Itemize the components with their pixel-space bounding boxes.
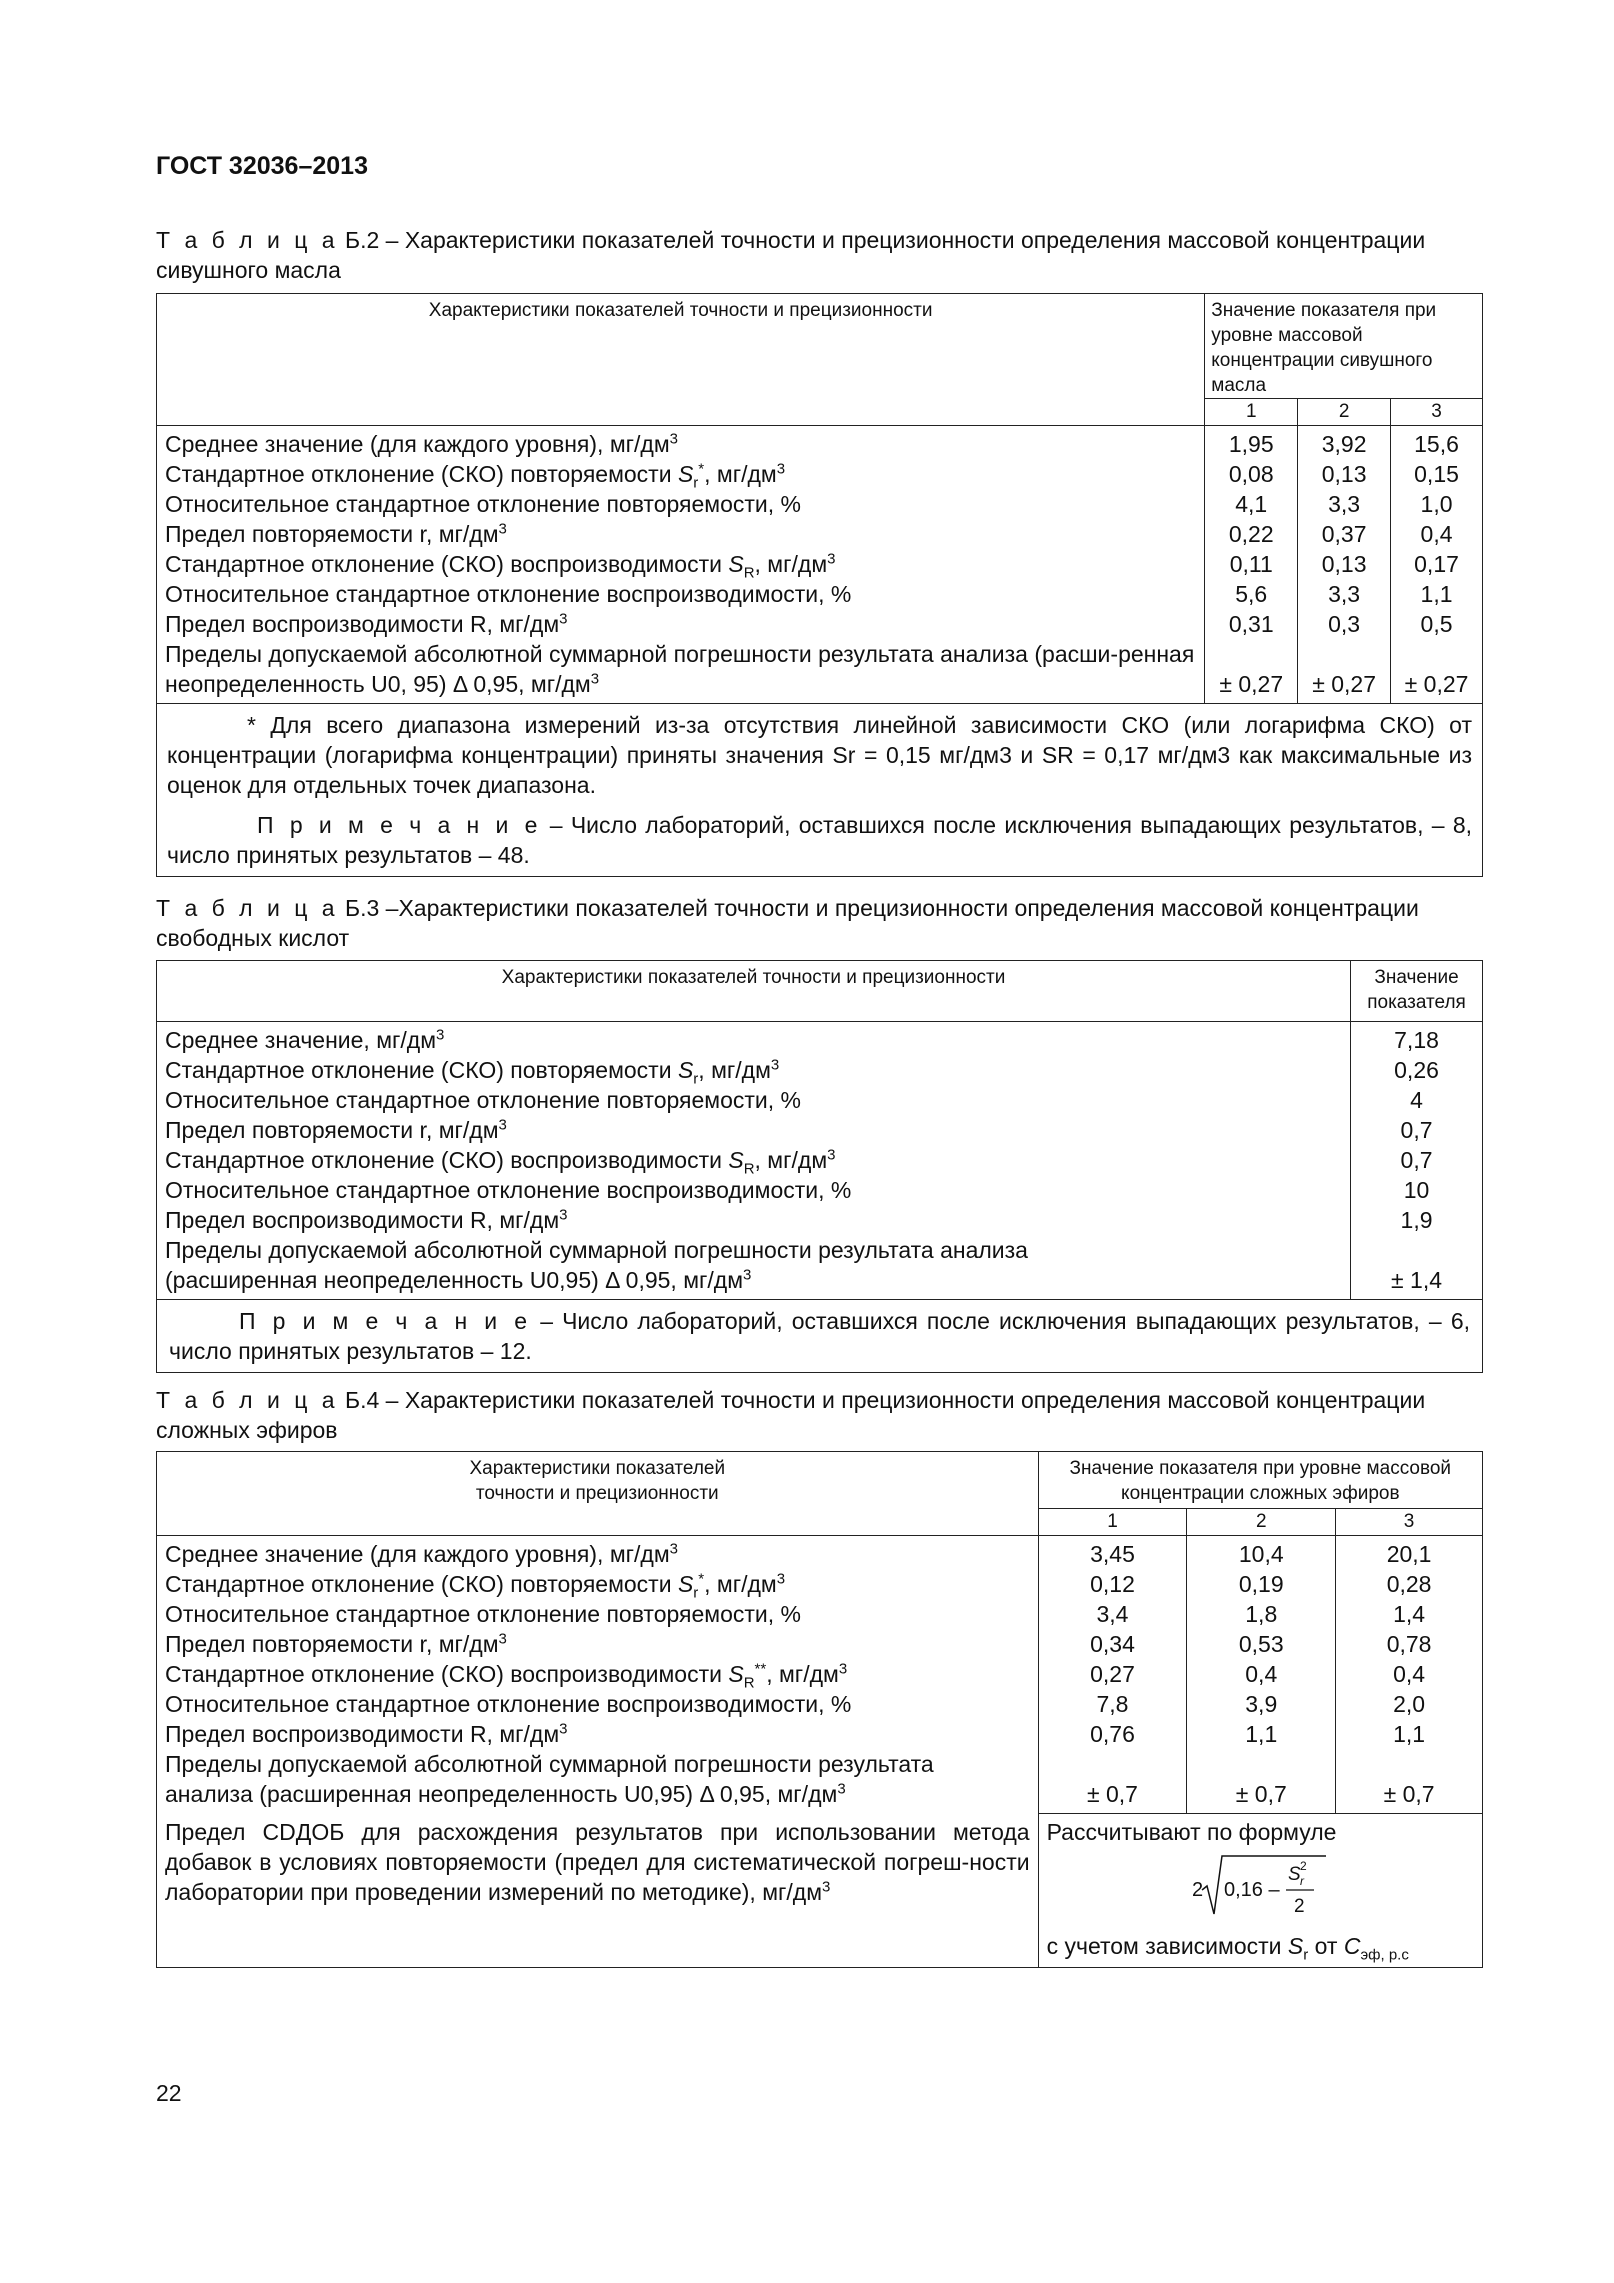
table-row-label: Относительное стандартное отклонение повторяемости, % <box>165 491 801 517</box>
table-cell: ± 1,4 <box>1391 1267 1443 1293</box>
table-b3-caption-text: Б.3 –Характеристики показателей точности и прецизионности определения массовой концентрации свободных кислот <box>156 895 1419 951</box>
svg-text:2: 2 <box>1294 1896 1305 1917</box>
table-cell: 0,34 <box>1090 1631 1135 1657</box>
table-cell: ± 0,27 <box>1219 671 1284 697</box>
table-cell: 0,28 <box>1386 1571 1432 1597</box>
table-b2-level-3: 3 <box>1391 399 1483 426</box>
table-row-label: Среднее значение (для каждого уровня), $мг/дм^3$ <box>165 1540 678 1567</box>
table-cell: 2,0 <box>1393 1691 1426 1717</box>
table-row-label: Стандартное отклонение (СКО) повторяемости $S_r^*$, $мг/дм^3$ <box>165 1570 786 1602</box>
table-cell: 1,1 <box>1393 1721 1426 1747</box>
table-row-label: Пределы допускаемой абсолютной суммарной погрешности результата анализа (расширенная неопределенность U0,95) Δ 0,95, $мг/дм^3$ <box>165 1237 1028 1293</box>
table-b2-footnote: * Для всего диапазона измерений из-за отсутствия линейной зависимости СКО (или логарифма СКО) от концентрации (логарифма концентрации) приняты значения Sr = 0,15 мг/дм3 и SR = 0,17 мг/дм3 как максимальные из оценок для отдельных точек диапазона. <box>167 712 1472 798</box>
table-cell: 0,7 <box>1400 1147 1433 1173</box>
table-cell: 1,1 <box>1245 1721 1278 1747</box>
table-cell: 1,4 <box>1393 1601 1426 1627</box>
table-b4-level-1-values <box>1038 1536 1187 1814</box>
table-b2-value-header: Значение показателя при уровне массовой концентрации сивушного масла <box>1205 294 1483 399</box>
table-cell: 1,0 <box>1420 491 1453 517</box>
table-row-label: Предел повторяемости r, $мг/дм^3$ <box>165 1630 507 1657</box>
table-cell: 3,3 <box>1328 581 1361 607</box>
table-b4-caption-text: Б.4 – Характеристики показателей точности и прецизионности определения массовой концентрации сложных эфиров <box>156 1387 1426 1443</box>
cd-formula-graphic <box>1190 1850 1330 1928</box>
table-cell: 4,1 <box>1235 491 1268 517</box>
page-number: 22 <box>156 2080 182 2106</box>
table-b4-caption <box>156 1385 1481 1445</box>
table-b2-level-2-values <box>1298 426 1391 704</box>
table-b2-row-labels <box>157 426 1205 704</box>
cd-formula-intro: Рассчитывают по формуле <box>1046 1819 1337 1845</box>
table-b4-level-2: 2 <box>1187 1509 1336 1536</box>
cd-formula-note: с учетом зависимости $S_r$ от $C_{эф, р.с}$ <box>1046 1933 1409 1964</box>
table-b4-row-labels <box>157 1536 1039 1814</box>
table-cell: 0,15 <box>1414 461 1459 487</box>
table-cell: 3,9 <box>1245 1691 1278 1717</box>
table-cell: 0,08 <box>1228 461 1274 487</box>
table-row-label: Пределы допускаемой абсолютной суммарной погрешности результата анализа (расши-ренная неопределенность U0, 95) Δ 0,95, $мг/дм^3$ <box>165 641 1195 697</box>
table-row-label: Относительное стандартное отклонение воспроизводимости, % <box>165 1177 852 1203</box>
table-row-label: Среднее значение (для каждого уровня), $мг/дм^3$ <box>165 430 678 457</box>
svg-text:2: 2 <box>1192 1879 1204 1901</box>
table-cell: 0,31 <box>1228 611 1274 637</box>
table-cell: 0,4 <box>1393 1661 1426 1687</box>
table-cell: 0,27 <box>1090 1661 1135 1687</box>
table-b4-level-2-values <box>1187 1536 1336 1814</box>
table-b2-note: П р и м е ч а н и е – Число лабораторий, оставшихся после исключения выпадающих результатов, – 8, число принятых результатов – 48. <box>167 812 1473 868</box>
table-b2-caption-label: Т а б л и ц а <box>156 227 339 253</box>
table-cell: 3,45 <box>1090 1541 1135 1567</box>
svg-text:r: r <box>1300 1874 1305 1888</box>
table-b4-caption-label: Т а б л и ц а <box>156 1387 339 1413</box>
table-cell: 20,1 <box>1386 1541 1432 1567</box>
table-cell: 0,19 <box>1238 1571 1284 1597</box>
table-cell: 0,37 <box>1321 521 1367 547</box>
table-row-label: Предел воспроизводимости R, $мг/дм^3$ <box>165 610 568 637</box>
table-cell: 0,53 <box>1238 1631 1284 1657</box>
table-cell: 0,4 <box>1420 521 1453 547</box>
table-b4-level-1: 1 <box>1038 1509 1187 1536</box>
table-row-label: Стандартное отклонение (СКО) воспроизводимости $S_R$, $мг/дм^3$ <box>165 1146 836 1178</box>
table-cell: 0,4 <box>1245 1661 1278 1687</box>
table-b2-notes <box>157 704 1483 877</box>
table-cell: 1,8 <box>1245 1601 1278 1627</box>
table-cell: 0,13 <box>1321 461 1367 487</box>
table-b4-col-header: Характеристики показателей точности и прецизионности <box>157 1452 1039 1536</box>
table-b4-cd-formula-cell <box>1038 1814 1482 1968</box>
cd-formula <box>1047 1847 1474 1931</box>
table-cell: 0,3 <box>1328 611 1361 637</box>
table-row-label: Относительное стандартное отклонение повторяемости, % <box>165 1601 801 1627</box>
table-b4-level-3: 3 <box>1336 1509 1483 1536</box>
table-b2-caption <box>156 225 1481 285</box>
table-b2-level-1: 1 <box>1205 399 1298 426</box>
table-cell: 1,1 <box>1420 581 1453 607</box>
table-cell: 0,17 <box>1414 551 1459 577</box>
table-row-label: Пределы допускаемой абсолютной суммарной погрешности результата анализа (расширенная неопределенность U0,95) Δ 0,95, $мг/дм^3$ <box>165 1751 934 1807</box>
table-b2-level-2: 2 <box>1298 399 1391 426</box>
table-cell: 3,92 <box>1321 431 1367 457</box>
table-cell: ± 0,7 <box>1383 1781 1435 1807</box>
table-b3-caption <box>156 893 1481 953</box>
table-b4 <box>156 1451 1483 1968</box>
table-cell: ± 0,7 <box>1235 1781 1287 1807</box>
table-cell: 1,95 <box>1228 431 1274 457</box>
table-row-label: Предел воспроизводимости R, $мг/дм^3$ <box>165 1720 568 1747</box>
standard-header: ГОСТ 32036–2013 <box>156 152 368 180</box>
table-row-label: Предел воспроизводимости R, $мг/дм^3$ <box>165 1206 568 1233</box>
table-cell: 5,6 <box>1235 581 1268 607</box>
table-cell: 0,11 <box>1229 551 1273 577</box>
table-cell: ± 0,27 <box>1404 671 1469 697</box>
table-b2-level-1-values <box>1205 426 1298 704</box>
table-b4-level-3-values <box>1336 1536 1483 1814</box>
table-row-label: Стандартное отклонение (СКО) повторяемости $S_r$, $мг/дм^3$ <box>165 1056 780 1088</box>
table-cell: 0,12 <box>1090 1571 1135 1597</box>
table-cell: 4 <box>1410 1087 1423 1113</box>
table-b4-value-header: Значение показателя при уровне массовой концентрации сложных эфиров <box>1038 1452 1482 1509</box>
table-cell: 3,3 <box>1328 491 1361 517</box>
table-b3-col-header: Характеристики показателей точности и прецизионности <box>157 961 1351 1022</box>
table-b3-note: П р и м е ч а н и е – Число лабораторий, оставшихся после исключения выпадающих результатов, – 6, число принятых результатов – 12. <box>157 1300 1483 1373</box>
table-b2-col-header: Характеристики показателей точности и прецизионности <box>157 294 1205 426</box>
table-cell: ± 0,27 <box>1312 671 1376 697</box>
table-b3 <box>156 960 1483 1373</box>
table-row-label: Стандартное отклонение (СКО) воспроизводимости $S_R$, $мг/дм^3$ <box>165 550 836 582</box>
table-cell: 0,5 <box>1420 611 1453 637</box>
table-row-label: Предел повторяемости r, $мг/дм^3$ <box>165 520 507 547</box>
table-cell: 0,26 <box>1394 1057 1439 1083</box>
table-b3-values <box>1351 1022 1483 1300</box>
table-row-label: Стандартное отклонение (СКО) повторяемости $S_r^*$, $мг/дм^3$ <box>165 460 786 492</box>
table-cell: 7,18 <box>1394 1027 1439 1053</box>
table-row-label: Предел повторяемости r, $мг/дм^3$ <box>165 1116 507 1143</box>
table-cell: 10 <box>1403 1177 1430 1203</box>
table-b2-caption-text: Б.2 – Характеристики показателей точности и прецизионности определения массовой концентрации сивушного масла <box>156 227 1426 283</box>
table-row-label: Относительное стандартное отклонение повторяемости, % <box>165 1087 801 1113</box>
table-row-label: Среднее значение, $мг/дм^3$ <box>165 1026 445 1053</box>
table-b4-cd-label: Предел CDДОБ для расхождения результатов при использовании метода добавок в условиях повторяемости (предел для систематической погреш-ности лаборатории при проведении измерений по методике), $мг/дм^3$ <box>157 1814 1039 1968</box>
table-cell: 10,4 <box>1238 1541 1284 1567</box>
table-row-label: Стандартное отклонение (СКО) воспроизводимости $S_R^{**}$, $мг/дм^3$ <box>165 1660 848 1692</box>
table-cell: 15,6 <box>1414 431 1459 457</box>
table-cell: 0,22 <box>1228 521 1274 547</box>
table-cell: 0,76 <box>1090 1721 1135 1747</box>
svg-text:0,16 –: 0,16 – <box>1224 1879 1280 1901</box>
table-cell: 7,8 <box>1096 1691 1129 1717</box>
table-cell: 0,7 <box>1400 1117 1433 1143</box>
table-b2 <box>156 293 1483 877</box>
table-cell: 0,13 <box>1321 551 1367 577</box>
table-b3-row-labels <box>157 1022 1351 1300</box>
table-row-label: Относительное стандартное отклонение воспроизводимости, % <box>165 581 852 607</box>
table-b3-value-header: Значение показателя <box>1351 961 1483 1022</box>
table-b3-caption-label: Т а б л и ц а <box>156 895 339 921</box>
table-cell: 1,9 <box>1400 1207 1433 1233</box>
table-row-label: Относительное стандартное отклонение воспроизводимости, % <box>165 1691 852 1717</box>
svg-text:S: S <box>1288 1864 1301 1885</box>
table-cell: 0,78 <box>1386 1631 1432 1657</box>
svg-text:2: 2 <box>1300 1859 1307 1873</box>
table-cell: 3,4 <box>1096 1601 1129 1627</box>
table-cell: ± 0,7 <box>1086 1781 1138 1807</box>
table-b2-level-3-values <box>1391 426 1483 704</box>
